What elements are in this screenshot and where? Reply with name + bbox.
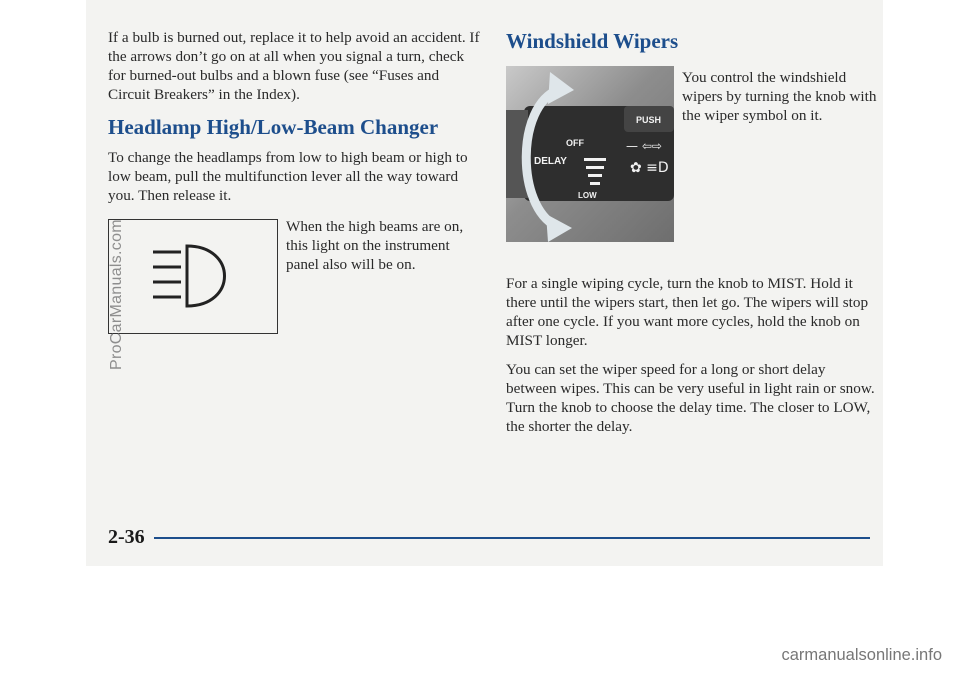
- left-column: [108, 28, 480, 339]
- high-beam-caption: When the high beams are on, this light on the instrument panel also will be on.: [286, 218, 464, 273]
- footer-rule: [154, 537, 870, 539]
- svg-text:— ⇦⇨: — ⇦⇨: [626, 139, 662, 153]
- wiper-knob-photo: [506, 66, 674, 242]
- svg-text:✿ ≡D: ✿ ≡D: [630, 160, 669, 176]
- high-beam-figure: [108, 219, 480, 339]
- photo-label-off: OFF: [566, 138, 584, 148]
- photo-label-low: LOW: [578, 191, 597, 200]
- right-column: [506, 28, 878, 436]
- headlamp-heading: Headlamp High/Low-Beam Changer: [108, 115, 439, 139]
- photo-label-push: PUSH: [636, 115, 662, 125]
- photo-label-delay: DELAY: [534, 156, 567, 167]
- headlamp-paragraph: To change the headlamps from low to high beam or high to low beam, pull the multifunction lever all the way toward you. Then release it.: [108, 149, 468, 204]
- delay-paragraph: You can set the wiper speed for a long or short delay between wipes. This can be very useful in light rain or snow. Turn the knob to choose the delay time. The closer to LOW, the shorter the delay.: [506, 361, 875, 435]
- side-watermark: ProCarManuals.com: [108, 219, 125, 370]
- bottom-watermark: carmanualsonline.info: [781, 646, 942, 664]
- mist-paragraph: For a single wiping cycle, turn the knob to MIST. Hold it there until the wipers start, then let go. The wipers will stop after one cycle. If you want more cycles, hold the knob on MIST longer.: [506, 275, 869, 349]
- page-number: 2-36: [108, 526, 145, 548]
- wipers-heading: Windshield Wipers: [506, 29, 679, 53]
- wiper-figure: [506, 66, 878, 244]
- page-footer: [108, 525, 870, 549]
- wiper-caption: You control the windshield wipers by turning the knob with the wiper symbol on it.: [682, 69, 877, 124]
- high-beam-indicator-box: [108, 219, 278, 334]
- intro-paragraph: If a bulb is burned out, replace it to help avoid an accident. If the arrows don’t go on at all when you signal a turn, check for burned-out bulbs and a blown fuse (see “Fuses and Circuit Breakers” in the Index).: [108, 29, 480, 103]
- high-beam-indicator-icon: [147, 240, 239, 312]
